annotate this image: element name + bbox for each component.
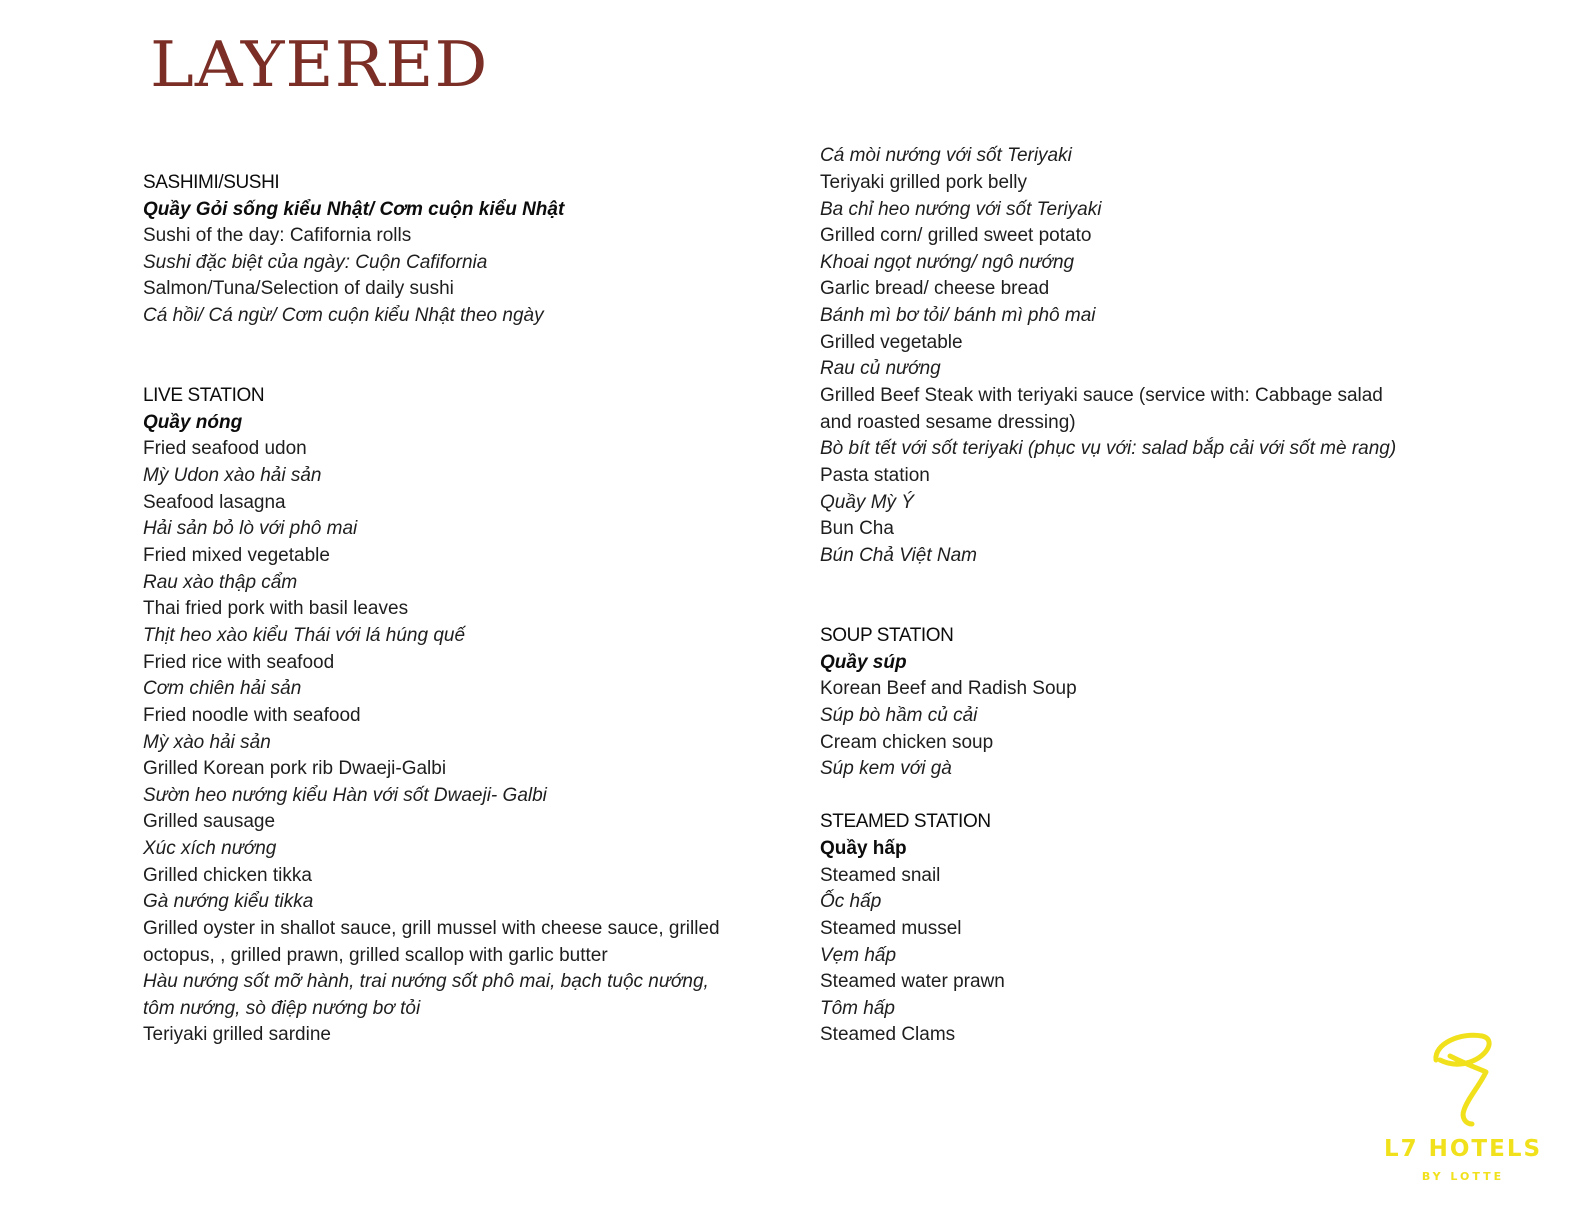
menu-item-vi: Sườn heo nướng kiểu Hàn với sốt Dwaeji- Galbi [143, 785, 547, 806]
menu-item: Thai fried pork with basil leaves [143, 598, 409, 619]
menu-item: Fried mixed vegetable [143, 545, 330, 566]
menu-item-vi: Khoai ngọt nướng/ ngô nướng [820, 252, 1075, 273]
section-subtitle-soup: Quầy súp [820, 652, 907, 673]
section-subtitle-sashimi: Quầy Gỏi sống kiểu Nhật/ Cơm cuộn kiểu Nhật [143, 199, 565, 220]
l7-monogram-icon [1430, 1026, 1500, 1130]
l7-hotels-logo [1378, 1022, 1548, 1192]
menu-item-vi: Cá mòi nướng với sốt Teriyaki [820, 145, 1072, 166]
menu-item-vi: Súp bò hầm củ cải [820, 705, 978, 726]
menu-item-vi: Cơm chiên hải sản [143, 678, 302, 699]
menu-item-vi: Rau xào thập cẩm [143, 572, 298, 593]
menu-item-vi: Ba chỉ heo nướng với sốt Teriyaki [820, 199, 1102, 220]
menu-item: Steamed snail [820, 865, 941, 886]
menu-item: Fried noodle with seafood [143, 705, 361, 726]
menu-item: Seafood lasagna [143, 492, 286, 513]
menu-item: Salmon/Tuna/Selection of daily sushi [143, 278, 454, 299]
menu-item: Garlic bread/ cheese bread [820, 278, 1050, 299]
menu-item: Grilled corn/ grilled sweet potato [820, 225, 1092, 246]
menu-item: Grilled Korean pork rib Dwaeji-Galbi [143, 758, 447, 779]
menu-item-vi: Vẹm hấp [820, 945, 897, 966]
menu-item-vi: Thịt heo xào kiểu Thái với lá húng quế [143, 625, 466, 646]
brand-subtitle: BY LOTTE [1421, 1170, 1505, 1183]
section-subtitle-steamed: Quầy hấp [820, 838, 907, 859]
section-title-sashimi: SASHIMI/SUSHI [143, 172, 280, 193]
menu-item: Fried rice with seafood [143, 652, 335, 673]
menu-item-vi: Mỳ Udon xào hải sản [143, 465, 322, 486]
brand-name: L7 HOTELS [1383, 1136, 1543, 1162]
menu-item-vi: Quầy Mỳ Ý [820, 492, 914, 513]
menu-item-vi: Cá hồi/ Cá ngừ/ Cơm cuộn kiểu Nhật theo ngày [143, 305, 544, 326]
menu-item: Grilled oyster in shallot sauce, grill mussel with cheese sauce, grilled [143, 918, 720, 939]
menu-item: Pasta station [820, 465, 930, 486]
menu-item: Cream chicken soup [820, 732, 994, 753]
menu-item: and roasted sesame dressing) [820, 412, 1076, 433]
menu-item-vi: tôm nướng, sò điệp nướng bơ tỏi [143, 998, 421, 1019]
section-title-live: LIVE STATION [143, 385, 265, 406]
menu-item: Grilled vegetable [820, 332, 963, 353]
layered-logo: LAYERED [150, 27, 489, 102]
menu-item: Steamed Clams [820, 1024, 956, 1045]
menu-item: Korean Beef and Radish Soup [820, 678, 1077, 699]
section-title-steamed: STEAMED STATION [820, 811, 991, 832]
menu-item-vi: Ốc hấp [820, 891, 882, 912]
menu-item: Grilled Beef Steak with teriyaki sauce (service with: Cabbage salad [820, 385, 1383, 406]
menu-item-vi: Sushi đặc biệt của ngày: Cuộn Cafifornia [143, 252, 488, 273]
menu-item: Sushi of the day: Cafifornia rolls [143, 225, 412, 246]
menu-item-vi: Bánh mì bơ tỏi/ bánh mì phô mai [820, 305, 1096, 326]
menu-item: Steamed water prawn [820, 971, 1005, 992]
section-subtitle-live: Quầy nóng [143, 412, 243, 433]
menu-item: Grilled chicken tikka [143, 865, 312, 886]
menu-item: Fried seafood udon [143, 438, 307, 459]
menu-item-vi: Hải sản bỏ lò với phô mai [143, 518, 358, 539]
menu-item-vi: Bún Chả Việt Nam [820, 545, 978, 566]
section-title-soup: SOUP STATION [820, 625, 954, 646]
menu-item: Steamed mussel [820, 918, 962, 939]
menu-item: Grilled sausage [143, 811, 276, 832]
menu-item-vi: Rau củ nướng [820, 358, 941, 379]
menu-item-vi: Tôm hấp [820, 998, 895, 1019]
menu-item-vi: Mỳ xào hải sản [143, 732, 271, 753]
menu-item-vi: Gà nướng kiểu tikka [143, 891, 314, 912]
menu-item-vi: Súp kem với gà [820, 758, 952, 779]
menu-item: Teriyaki grilled pork belly [820, 172, 1027, 193]
menu-item: octopus, , grilled prawn, grilled scallop with garlic butter [143, 945, 608, 966]
menu-item-vi: Bò bít tết với sốt teriyaki (phục vụ với: salad bắp cải với sốt mè rang) [820, 438, 1397, 459]
menu-item: Teriyaki grilled sardine [143, 1024, 331, 1045]
menu-item-vi: Hàu nướng sốt mỡ hành, trai nướng sốt phô mai, bạch tuộc nướng, [143, 971, 709, 992]
menu-item-vi: Xúc xích nướng [143, 838, 277, 859]
menu-item: Bun Cha [820, 518, 894, 539]
